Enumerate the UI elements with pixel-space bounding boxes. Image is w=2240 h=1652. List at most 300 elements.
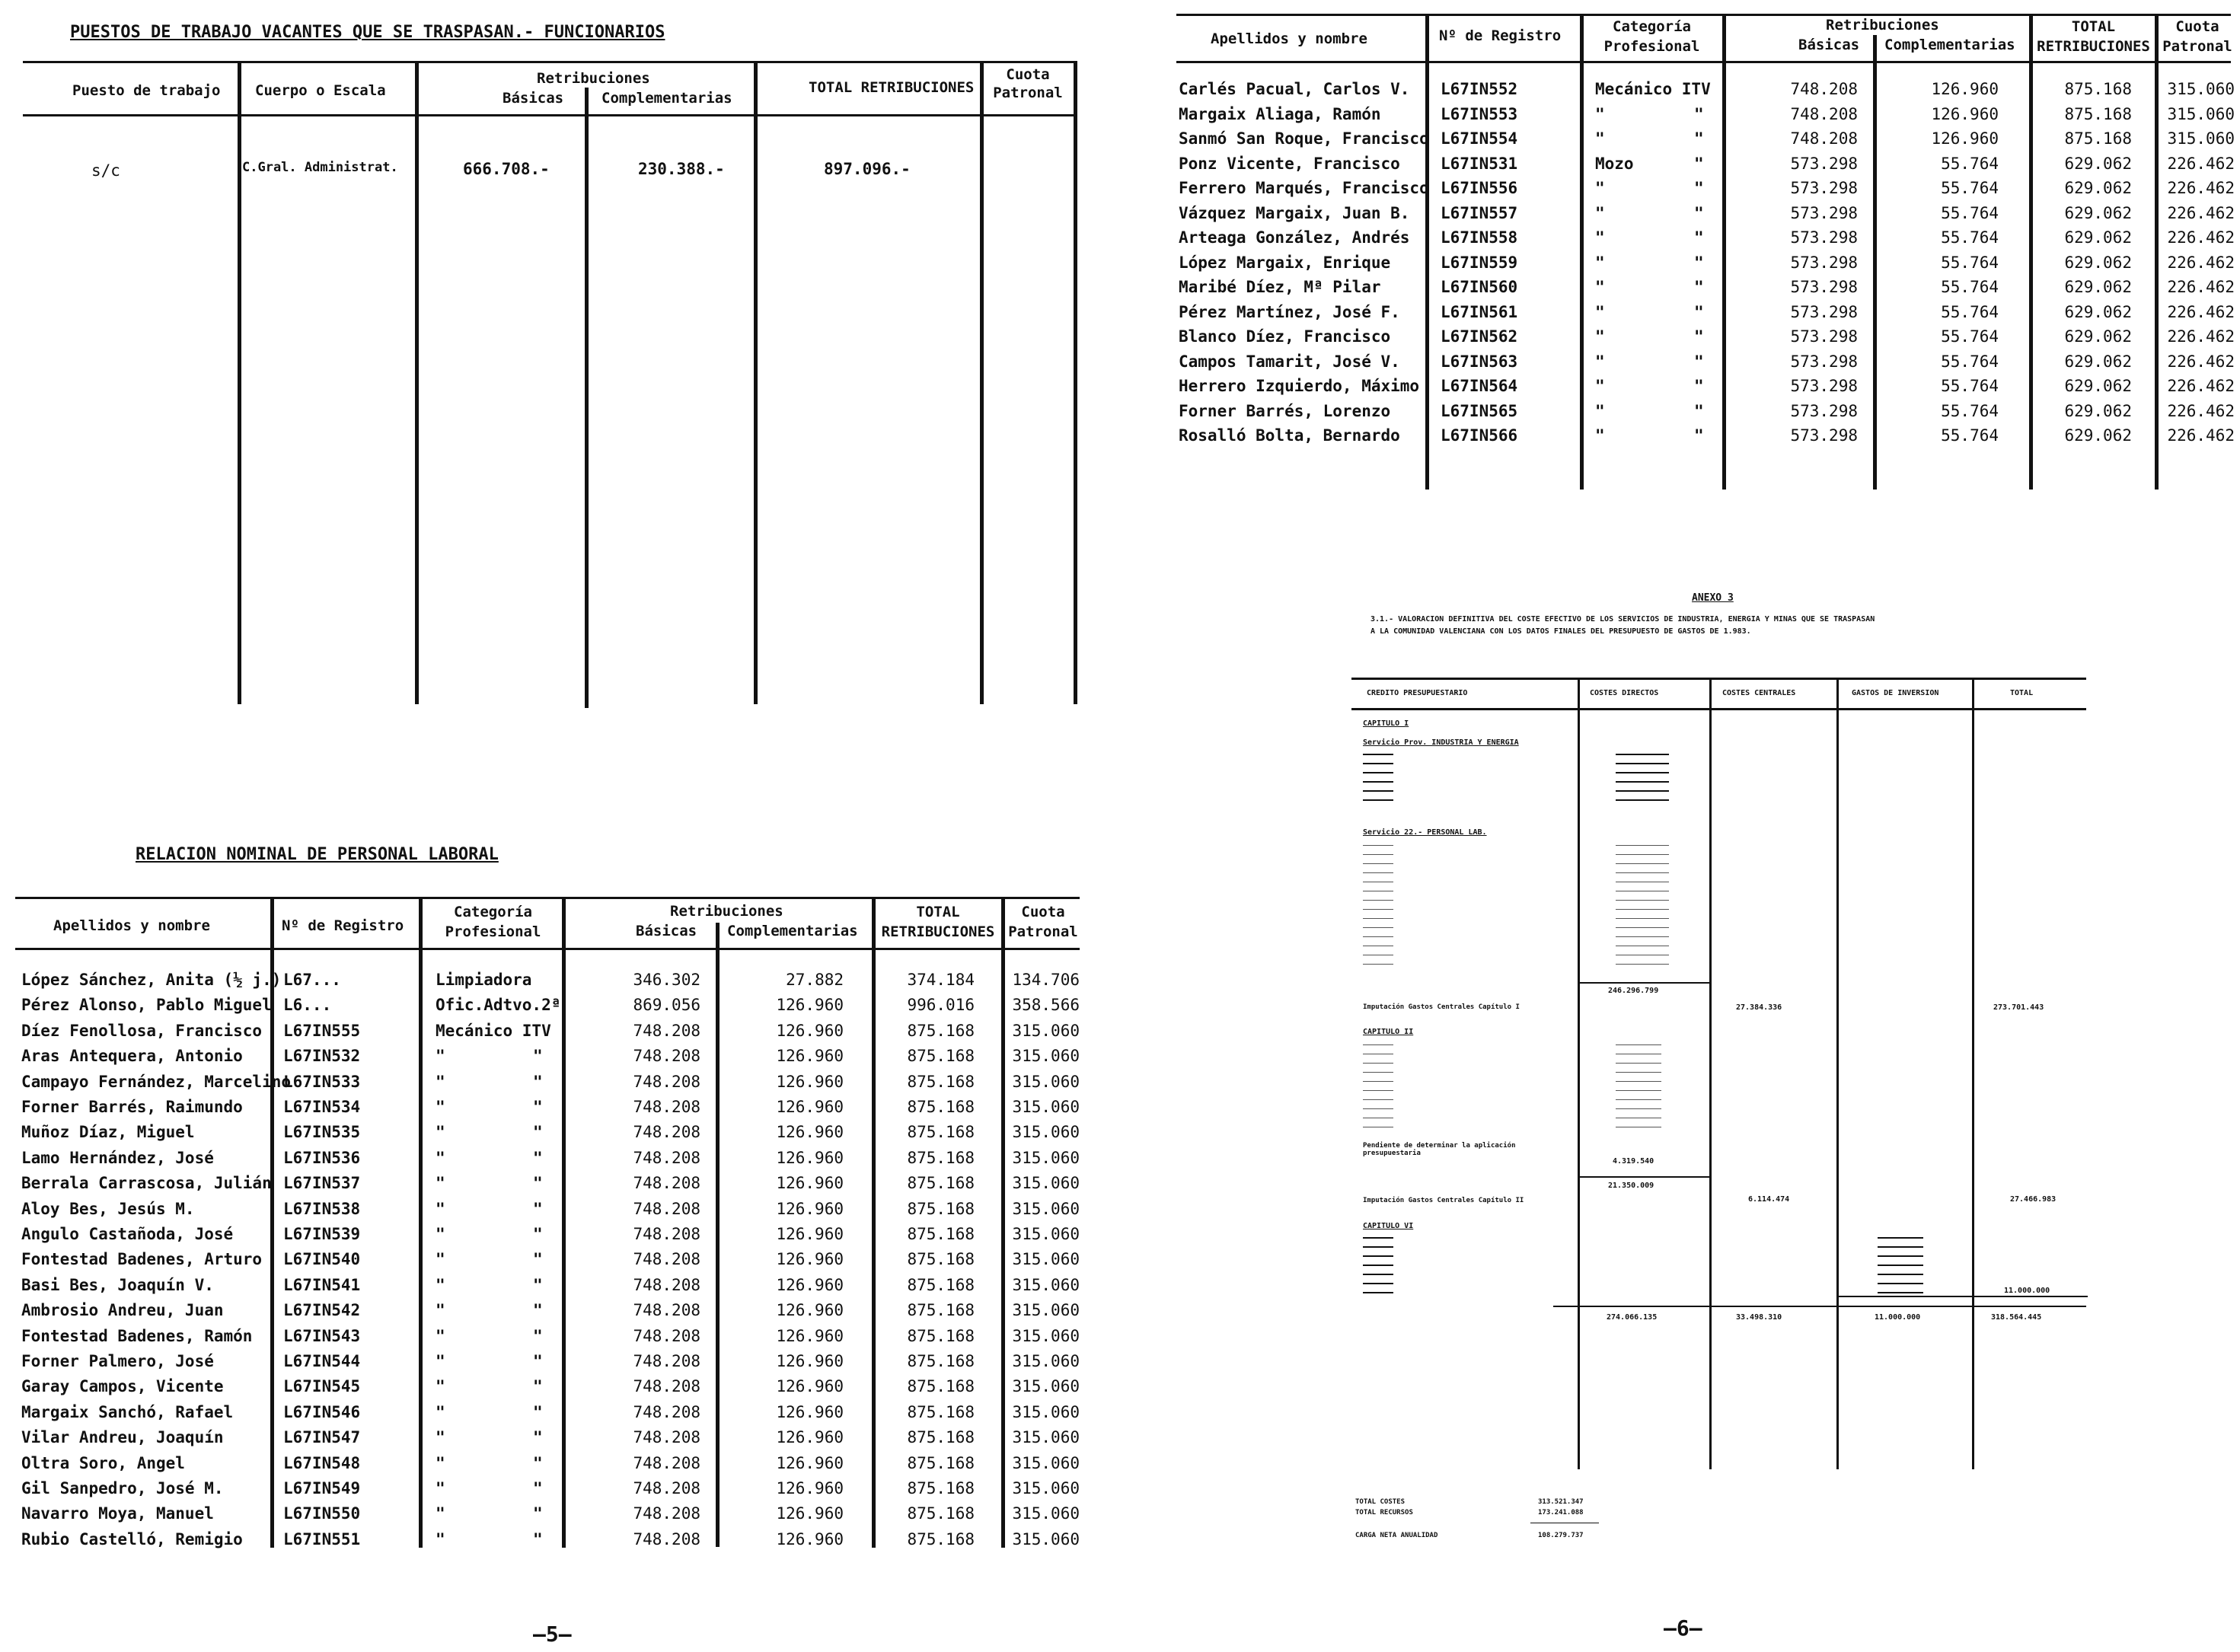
table-cell-categoria: ": [436, 1453, 445, 1472]
table-cell-categoria-ditto: ": [533, 1326, 543, 1345]
table-cell-registro: L67IN539: [283, 1225, 361, 1243]
serv-indus-label: Servicio Prov. INDUSTRIA Y ENERGIA: [1363, 738, 1519, 747]
table-cell-registro: L67IN537: [283, 1174, 361, 1193]
table-cell-categoria: ": [1595, 228, 1605, 247]
table-cell-cuota: 315.060: [1012, 1504, 1080, 1523]
table-cell-total: 875.168: [907, 1301, 975, 1320]
column-rule: [415, 61, 419, 704]
table-cell-total: 374.184: [907, 971, 975, 989]
table-cell-total: 875.168: [907, 1529, 975, 1548]
imp-cap1-label: Imputación Gastos Centrales Capítulo I: [1363, 1003, 1520, 1011]
table-cell-complementarias: 55.764: [1941, 278, 1999, 296]
table-cell-nombre: Lamo Hernández, José: [21, 1148, 214, 1167]
table-cell-categoria-ditto: ": [533, 1479, 543, 1497]
table-cell-complementarias: 126.960: [776, 1047, 844, 1066]
table-cell-categoria-ditto: ": [533, 1225, 543, 1243]
table-cell-nombre: Vilar Andreu, Joaquín: [21, 1428, 224, 1447]
table-cell-registro: L67IN555: [283, 1021, 361, 1040]
serv-lab-label: Servicio 22.- PERSONAL LAB.: [1363, 828, 1487, 837]
table-rule: [15, 948, 1080, 950]
table-cell-registro: L67IN548: [283, 1453, 361, 1472]
table-cell-complementarias: 126.960: [776, 1275, 844, 1294]
table-cell-total: 875.168: [907, 1352, 975, 1370]
table-cell-nombre: Forner Barrés, Raimundo: [21, 1098, 243, 1116]
column-rule: [1873, 35, 1877, 490]
table-cell-categoria: Ofic.Adtvo.2ª: [436, 996, 561, 1015]
column-rule: [1836, 678, 1839, 1469]
table-cell-nombre: Aloy Bes, Jesús M.: [21, 1199, 195, 1218]
table-cell-complementarias: 126.960: [776, 1225, 844, 1243]
table-cell-basicas: 346.302: [633, 971, 700, 989]
table-cell-total: 875.168: [907, 1225, 975, 1243]
table-cell-complementarias: 126.960: [776, 1453, 844, 1472]
table-cell-categoria-ditto: ": [533, 1428, 543, 1447]
table-cell-total: 875.168: [907, 1326, 975, 1345]
header-registro: Nº de Registro: [1439, 27, 1562, 44]
table-cell-basicas: 748.208: [633, 1453, 700, 1472]
table-cell-categoria-ditto: ": [533, 1174, 543, 1193]
table-cell-registro: L67...: [283, 971, 341, 989]
header-complementarias: Complementarias: [601, 90, 732, 107]
table-cell-nombre: Berrala Carrascosa, Julián: [21, 1174, 272, 1193]
table-cell-complementarias: 126.960: [776, 1174, 844, 1193]
table-cell-total: 875.168: [907, 1377, 975, 1396]
table-cell-total: 629.062: [2064, 401, 2132, 420]
table-cell-nombre: Carlés Pacual, Carlos V.: [1179, 80, 1410, 98]
table-cell-categoria: ": [436, 1326, 445, 1345]
table-cell-categoria-ditto: ": [533, 1072, 543, 1091]
table-cell-nombre: Pérez Martínez, José F.: [1179, 302, 1400, 321]
table-cell-categoria: ": [436, 1250, 445, 1269]
table-cell-complementarias: 55.764: [1941, 426, 1999, 445]
table-cell-nombre: Campos Tamarit, José V.: [1179, 352, 1400, 371]
table-cell-total: 996.016: [907, 996, 975, 1015]
sum-directos: 274.066.135: [1607, 1313, 1658, 1322]
column-rule: [980, 61, 984, 704]
table-cell-complementarias: 126.960: [776, 1326, 844, 1345]
header-cuota: Cuota Patronal: [993, 66, 1063, 101]
table-cell-cuota: 226.462: [2167, 278, 2235, 296]
header-basicas: Básicas: [636, 923, 697, 939]
table-cell-categoria: ": [436, 1072, 445, 1091]
table-cell-basicas: 748.208: [633, 1148, 700, 1167]
table-cell-complementarias: 126.960: [776, 1428, 844, 1447]
table-cell-registro: L67IN532: [283, 1047, 361, 1066]
code-block: [1363, 1044, 1393, 1136]
pendiente-label: Pendiente de determinar la aplicación presupuestaria: [1363, 1142, 1516, 1157]
table-cell-registro: L67IN560: [1441, 278, 1518, 296]
table-cell-basicas: 869.056: [633, 996, 700, 1015]
table-cell-total: 875.168: [907, 1123, 975, 1142]
total-recursos-value: 173.241.088: [1538, 1509, 1584, 1516]
column-rule: [1972, 678, 1974, 1469]
column-rule: [872, 897, 876, 1548]
table-cell-total: 875.168: [907, 1199, 975, 1218]
table-cell-categoria-ditto: ": [1694, 302, 1704, 321]
table-cell-complementarias: 55.764: [1941, 377, 1999, 395]
laboral-title: RELACION NOMINAL DE PERSONAL LABORAL: [136, 845, 499, 864]
table-cell-cuota: 226.462: [2167, 203, 2235, 222]
table-cell-nombre: Rosalló Bolta, Bernardo: [1179, 426, 1400, 445]
table-cell-nombre: Maribé Díez, Mª Pilar: [1179, 278, 1381, 296]
header-complementarias: Complementarias: [727, 923, 858, 939]
cap2-total: 27.466.983: [2010, 1195, 2057, 1204]
anexo-header-credito: CREDITO PRESUPUESTARIO: [1367, 689, 1468, 697]
table-cell-registro: L67IN546: [283, 1402, 361, 1421]
table-cell-total: 629.062: [2064, 154, 2132, 173]
table-cell-total: 875.168: [2064, 129, 2132, 148]
table-cell-categoria-ditto: ": [1694, 104, 1704, 123]
table-cell-registro: L67IN552: [1441, 80, 1518, 98]
table-cell-categoria-ditto: ": [1694, 401, 1704, 420]
table-cell-categoria: ": [436, 1529, 445, 1548]
table-cell-categoria: ": [436, 1352, 445, 1370]
page-number: —5—: [533, 1622, 572, 1647]
header-retribuciones: Retribuciones: [537, 70, 650, 87]
sum-total: 318.564.445: [1991, 1313, 2042, 1322]
table-cell-complementarias: 55.764: [1941, 203, 1999, 222]
cap6-label: CAPITULO VI: [1363, 1222, 1414, 1230]
table-cell-complementarias: 126.960: [1931, 80, 1999, 98]
table-cell-categoria-ditto: ": [533, 1275, 543, 1294]
table-cell-nombre: Oltra Soro, Angel: [21, 1453, 185, 1472]
table-cell-nombre: Margaix Sanchó, Rafael: [21, 1402, 234, 1421]
table-cell-complementarias: 126.960: [776, 1377, 844, 1396]
table-cell-cuota: 315.060: [1012, 1072, 1080, 1091]
table-cell-complementarias: 126.960: [776, 1504, 844, 1523]
table-cell-basicas: 748.208: [633, 1021, 700, 1040]
table-cell-cuota: 134.706: [1012, 971, 1080, 989]
table-cell-categoria: ": [436, 1275, 445, 1294]
table-cell-nombre: López Sánchez, Anita (½ j.): [21, 971, 282, 989]
header-registro: Nº de Registro: [282, 917, 404, 934]
table-cell-cuota: 226.462: [2167, 228, 2235, 247]
table-cell-nombre: Sanmó San Roque, Francisco: [1179, 129, 1429, 148]
anexo-title: ANEXO 3: [1692, 592, 1734, 604]
table-cell-categoria: ": [436, 1174, 445, 1193]
table-cell-registro: L67IN557: [1441, 203, 1518, 222]
table-cell-categoria-ditto: ": [533, 1250, 543, 1269]
table-cell-nombre: Navarro Moya, Manuel: [21, 1504, 214, 1523]
table-cell-complementarias: 126.960: [1931, 129, 1999, 148]
table-cell-categoria: ": [436, 1428, 445, 1447]
table-cell-total: 875.168: [907, 1174, 975, 1193]
table-cell-basicas: 573.298: [1790, 426, 1858, 445]
table-cell-total: 629.062: [2064, 228, 2132, 247]
sum-rule: [1553, 1306, 2086, 1307]
anexo-header-total: TOTAL: [2010, 689, 2034, 697]
column-rule: [2155, 14, 2159, 490]
table-cell-basicas: 748.208: [633, 1275, 700, 1294]
table-cell-cuota: 315.060: [1012, 1148, 1080, 1167]
table-cell-basicas: 748.208: [633, 1072, 700, 1091]
table-cell-complementarias: 55.764: [1941, 302, 1999, 321]
table-cell-cuota: 315.060: [1012, 1428, 1080, 1447]
table-cell-categoria-ditto: ": [1694, 327, 1704, 346]
table-cell-basicas: 748.208: [633, 1504, 700, 1523]
table-cell-cuota: 315.060: [2167, 104, 2235, 123]
cell-cuerpo: C.Gral. Administrat.: [242, 160, 398, 175]
table-cell-complementarias: 55.764: [1941, 253, 1999, 272]
table-cell-categoria-ditto: ": [1694, 154, 1704, 173]
table-cell-categoria-ditto: ": [1694, 203, 1704, 222]
table-cell-categoria: ": [1595, 352, 1605, 371]
table-cell-nombre: Muñoz Díaz, Miguel: [21, 1123, 195, 1142]
table-cell-basicas: 748.208: [633, 1098, 700, 1116]
table-cell-nombre: Angulo Castañoda, José: [21, 1225, 234, 1243]
table-cell-cuota: 315.060: [1012, 1352, 1080, 1370]
table-cell-registro: L67IN556: [1441, 179, 1518, 197]
table-cell-total: 875.168: [907, 1453, 975, 1472]
table-cell-cuota: 226.462: [2167, 179, 2235, 197]
table-cell-cuota: 315.060: [1012, 1479, 1080, 1497]
column-rule: [1578, 678, 1580, 1469]
value-block: [1616, 845, 1669, 967]
column-rule: [2029, 14, 2033, 490]
table-cell-total: 875.168: [907, 1250, 975, 1269]
column-rule: [1001, 897, 1005, 1548]
table-cell-nombre: López Margaix, Enrique: [1179, 253, 1391, 272]
table-cell-cuota: 315.060: [1012, 1098, 1080, 1116]
table-cell-registro: L67IN561: [1441, 302, 1518, 321]
cap1-label: CAPITULO I: [1363, 719, 1409, 728]
table-cell-registro: L67IN550: [283, 1504, 361, 1523]
total-coste-label: TOTAL COSTES: [1355, 1498, 1406, 1506]
table-cell-registro: L67IN543: [283, 1326, 361, 1345]
table-cell-categoria: Limpiadora: [436, 971, 532, 989]
table-cell-basicas: 748.208: [633, 1199, 700, 1218]
table-cell-basicas: 573.298: [1790, 203, 1858, 222]
table-cell-categoria-ditto: ": [1694, 253, 1704, 272]
column-rule: [562, 897, 566, 1548]
cap2-subtotal: 21.350.009: [1608, 1182, 1654, 1190]
table-cell-cuota: 226.462: [2167, 401, 2235, 420]
table-cell-cuota: 315.060: [1012, 1199, 1080, 1218]
table-cell-cuota: 315.060: [1012, 1529, 1080, 1548]
table-cell-registro: L67IN533: [283, 1072, 361, 1091]
table-cell-registro: L67IN536: [283, 1148, 361, 1167]
table-cell-nombre: Arteaga González, Andrés: [1179, 228, 1410, 247]
table-cell-categoria-ditto: ": [1694, 129, 1704, 148]
table-cell-complementarias: 55.764: [1941, 179, 1999, 197]
table-cell-categoria: Mecánico ITV: [436, 1021, 551, 1040]
table-cell-registro: L67IN547: [283, 1428, 361, 1447]
table-cell-categoria: ": [436, 1098, 445, 1116]
table-rule: [1351, 678, 2086, 680]
table-cell-cuota: 315.060: [1012, 1250, 1080, 1269]
table-cell-registro: L6...: [283, 996, 332, 1015]
table-cell-categoria: ": [436, 1504, 445, 1523]
table-cell-nombre: Rubio Castelló, Remigio: [21, 1529, 243, 1548]
table-cell-basicas: 748.208: [633, 1402, 700, 1421]
table-cell-categoria-ditto: ": [533, 1123, 543, 1142]
table-cell-cuota: 226.462: [2167, 377, 2235, 395]
table-cell-total: 629.062: [2064, 302, 2132, 321]
table-cell-categoria: ": [436, 1377, 445, 1396]
pendiente-value: 4.319.540: [1613, 1157, 1654, 1166]
table-cell-registro: L67IN554: [1441, 129, 1518, 148]
table-cell-registro: L67IN544: [283, 1352, 361, 1370]
header-total: TOTAL RETRIBUCIONES: [2037, 18, 2150, 55]
table-cell-registro: L67IN564: [1441, 377, 1518, 395]
table-rule: [23, 114, 1077, 116]
table-cell-categoria-ditto: ": [533, 1377, 543, 1396]
sum-centrales: 33.498.310: [1736, 1313, 1782, 1322]
table-cell-total: 629.062: [2064, 377, 2132, 395]
table-cell-total: 629.062: [2064, 327, 2132, 346]
table-cell-basicas: 573.298: [1790, 278, 1858, 296]
table-cell-cuota: 226.462: [2167, 154, 2235, 173]
table-cell-registro: L67IN545: [283, 1377, 361, 1396]
code-block: [1363, 845, 1393, 967]
table-cell-categoria: ": [436, 1148, 445, 1167]
table-cell-categoria: ": [1595, 327, 1605, 346]
table-cell-cuota: 226.462: [2167, 253, 2235, 272]
anexo-header-inversion: GASTOS DE INVERSION: [1852, 689, 1939, 697]
table-cell-nombre: Forner Barrés, Lorenzo: [1179, 401, 1391, 420]
header-retribuciones: Retribuciones: [670, 903, 783, 920]
table-cell-complementarias: 126.960: [776, 1148, 844, 1167]
table-cell-nombre: Fontestad Badenes, Arturo: [21, 1250, 263, 1269]
table-cell-complementarias: 126.960: [776, 1402, 844, 1421]
table-cell-basicas: 748.208: [633, 1123, 700, 1142]
table-cell-categoria-ditto: ": [1694, 377, 1704, 395]
anexo-header-directos: COSTES DIRECTOS: [1590, 689, 1659, 697]
table-cell-nombre: Ponz Vicente, Francisco: [1179, 154, 1400, 173]
page-number: —6—: [1664, 1615, 1702, 1641]
table-cell-total: 629.062: [2064, 203, 2132, 222]
table-cell-complementarias: 126.960: [776, 1250, 844, 1269]
table-cell-complementarias: 55.764: [1941, 352, 1999, 371]
column-rule: [716, 923, 720, 1547]
table-cell-basicas: 748.208: [633, 1250, 700, 1269]
cap1-subtotal: 246.296.799: [1608, 987, 1659, 995]
table-cell-cuota: 315.060: [2167, 129, 2235, 148]
table-cell-total: 875.168: [907, 1047, 975, 1066]
code-block: [1363, 754, 1393, 807]
table-cell-nombre: Basi Bes, Joaquín V.: [21, 1275, 214, 1294]
table-cell-complementarias: 126.960: [776, 1072, 844, 1091]
table-cell-categoria: ": [1595, 302, 1605, 321]
table-cell-nombre: Campayo Fernández, Marcelino: [21, 1072, 292, 1091]
table-cell-registro: L67IN535: [283, 1123, 361, 1142]
table-cell-cuota: 226.462: [2167, 302, 2235, 321]
table-cell-categoria-ditto: ": [533, 1301, 543, 1320]
table-cell-basicas: 748.208: [633, 1326, 700, 1345]
anexo-subtitle-1: 3.1.- VALORACION DEFINITIVA DEL COSTE EFECTIVO DE LOS SERVICIOS DE INDUSTRIA, ENERGIA Y MINAS QUE SE TRASPASAN: [1370, 615, 1875, 623]
cap2-central: 6.114.474: [1748, 1195, 1790, 1204]
header-nombre: Apellidos y nombre: [1211, 30, 1367, 47]
table-cell-registro: L67IN563: [1441, 352, 1518, 371]
anexo-subtitle-2: A LA COMUNIDAD VALENCIANA CON LOS DATOS FINALES DEL PRESUPUESTO DE GASTOS DE 1.983.: [1370, 627, 1751, 636]
header-retribuciones: Retribuciones: [1826, 17, 1939, 33]
header-cuota: Cuota Patronal: [1008, 904, 1078, 940]
table-cell-complementarias: 126.960: [776, 1021, 844, 1040]
table-cell-basicas: 748.208: [633, 1428, 700, 1447]
table-cell-registro: L67IN566: [1441, 426, 1518, 445]
table-cell-registro: L67IN562: [1441, 327, 1518, 346]
table-cell-total: 875.168: [2064, 104, 2132, 123]
table-cell-complementarias: 126.960: [776, 996, 844, 1015]
table-cell-total: 875.168: [907, 1098, 975, 1116]
header-categoria: Categoría Profesional: [445, 904, 541, 940]
table-cell-registro: L67IN558: [1441, 228, 1518, 247]
table-cell-cuota: 315.060: [1012, 1326, 1080, 1345]
carga-value: 108.279.737: [1538, 1532, 1584, 1539]
table-cell-categoria: ": [436, 1123, 445, 1142]
table-cell-complementarias: 126.960: [776, 1479, 844, 1497]
table-cell-complementarias: 126.960: [776, 1352, 844, 1370]
sum-inversion: 11.000.000: [1875, 1313, 1921, 1322]
value-block: [1616, 754, 1669, 807]
table-cell-total: 629.062: [2064, 179, 2132, 197]
table-rule: [1176, 61, 2231, 63]
table-cell-cuota: 315.060: [1012, 1402, 1080, 1421]
table-cell-total: 629.062: [2064, 352, 2132, 371]
table-cell-categoria: ": [1595, 426, 1605, 445]
table-cell-categoria-ditto: ": [533, 1047, 543, 1066]
column-rule: [1074, 61, 1077, 704]
table-cell-categoria-ditto: ": [533, 1402, 543, 1421]
table-cell-basicas: 573.298: [1790, 179, 1858, 197]
column-rule: [585, 88, 589, 708]
table-cell-total: 875.168: [2064, 80, 2132, 98]
table-cell-nombre: Forner Palmero, José: [21, 1352, 214, 1370]
table-cell-cuota: 315.060: [1012, 1225, 1080, 1243]
table-cell-basicas: 748.208: [1790, 80, 1858, 98]
table-cell-complementarias: 126.960: [776, 1123, 844, 1142]
table-cell-registro: L67IN531: [1441, 154, 1518, 173]
header-puesto: Puesto de trabajo: [72, 82, 221, 99]
total-recursos-label: TOTAL RECURSOS: [1355, 1509, 1413, 1516]
table-cell-categoria: ": [436, 1225, 445, 1243]
table-cell-basicas: 748.208: [633, 1047, 700, 1066]
table-cell-categoria: ": [1595, 129, 1605, 148]
table-cell-cuota: 315.060: [1012, 1174, 1080, 1193]
cap6-total: 11.000.000: [2004, 1287, 2050, 1295]
anexo-header-centrales: COSTES CENTRALES: [1722, 689, 1796, 697]
table-cell-nombre: Margaix Aliaga, Ramón: [1179, 104, 1381, 123]
table-cell-categoria: ": [1595, 179, 1605, 197]
table-cell-basicas: 748.208: [633, 1301, 700, 1320]
table-cell-registro: L67IN565: [1441, 401, 1518, 420]
table-cell-categoria-ditto: ": [1694, 278, 1704, 296]
header-total: TOTAL RETRIBUCIONES: [881, 904, 995, 940]
table-cell-total: 875.168: [907, 1504, 975, 1523]
table-cell-complementarias: 55.764: [1941, 327, 1999, 346]
table-cell-cuota: 315.060: [1012, 1301, 1080, 1320]
table-cell-basicas: 748.208: [633, 1479, 700, 1497]
table-cell-registro: L67IN551: [283, 1529, 361, 1548]
table-cell-complementarias: 126.960: [776, 1529, 844, 1548]
table-cell-categoria: Mozo: [1595, 154, 1634, 173]
table-cell-cuota: 226.462: [2167, 352, 2235, 371]
table-cell-basicas: 573.298: [1790, 253, 1858, 272]
column-rule: [1722, 14, 1726, 490]
table-cell-categoria: ": [436, 1301, 445, 1320]
table-cell-categoria-ditto: ": [1694, 352, 1704, 371]
table-cell-categoria-ditto: ": [533, 1352, 543, 1370]
table-cell-cuota: 315.060: [1012, 1377, 1080, 1396]
table-cell-complementarias: 55.764: [1941, 154, 1999, 173]
table-cell-basicas: 573.298: [1790, 377, 1858, 395]
table-cell-basicas: 748.208: [633, 1352, 700, 1370]
table-cell-total: 629.062: [2064, 253, 2132, 272]
table-cell-nombre: Aras Antequera, Antonio: [21, 1047, 243, 1066]
table-rule: [23, 61, 1077, 63]
table-cell-total: 875.168: [907, 1072, 975, 1091]
table-cell-categoria-ditto: ": [1694, 426, 1704, 445]
